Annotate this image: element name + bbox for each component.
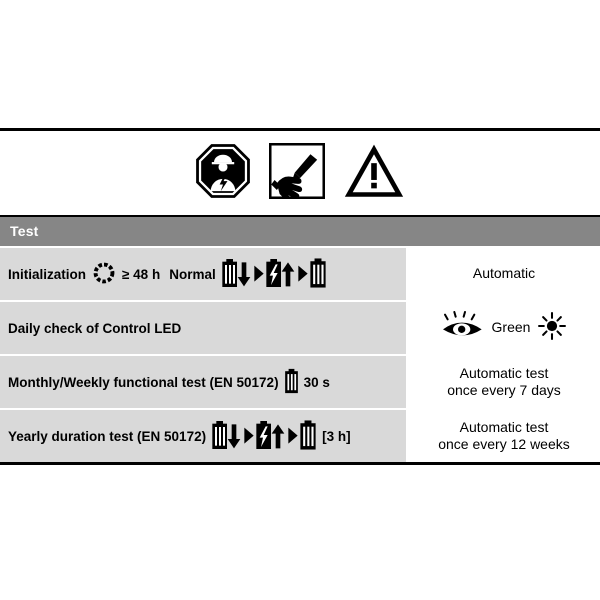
battery-full-icon xyxy=(299,418,317,455)
row-result-monthly-weekly xyxy=(406,356,600,408)
daily-check-label: Daily check of Control LED xyxy=(8,320,182,336)
battery-full-icon xyxy=(309,256,327,293)
table-row xyxy=(0,356,600,410)
initialization-duration: ≥ 48 h xyxy=(122,266,161,282)
warning-triangle-icon xyxy=(343,143,405,204)
row-result-daily-check xyxy=(406,302,600,354)
result-line-1: Automatic test xyxy=(459,418,549,435)
battery-small-icon xyxy=(284,367,299,398)
row-result-initialization: Automatic xyxy=(406,248,600,300)
row-label-monthly-weekly xyxy=(0,356,406,408)
table-row xyxy=(0,302,600,356)
result-line-2: once every 7 days xyxy=(447,382,561,398)
daily-check-result-label: Green xyxy=(491,319,531,336)
eye-icon xyxy=(441,311,485,346)
row-result-yearly-duration xyxy=(406,410,600,462)
battery-discharge-icon xyxy=(211,418,255,455)
battery-discharge-icon xyxy=(221,256,265,293)
sun-icon xyxy=(537,311,567,346)
emergency-lighting-test-table xyxy=(0,128,600,465)
initialization-mode: Normal xyxy=(169,266,216,282)
table-row xyxy=(0,410,600,462)
battery-charge-icon xyxy=(265,256,309,293)
row-label-daily-check xyxy=(0,302,406,354)
result-line-2: once every 12 weeks xyxy=(438,436,570,452)
row-label-initialization xyxy=(0,248,406,300)
result-line-1: Automatic test xyxy=(459,364,549,381)
yearly-duration-value: [3 h] xyxy=(322,428,351,444)
battery-charge-icon xyxy=(255,418,299,455)
row-label-yearly-duration xyxy=(0,410,406,462)
initialization-label: Initialization xyxy=(8,266,87,282)
qualified-electrician-icon xyxy=(195,143,251,204)
monthly-weekly-label: Monthly/Weekly functional test (EN 50172) xyxy=(8,374,279,390)
yearly-duration-label: Yearly duration test (EN 50172) xyxy=(8,428,207,444)
battery-ring-icon xyxy=(91,260,117,289)
table-title-bar: Test xyxy=(0,217,600,248)
hand-installation-icon xyxy=(269,143,325,204)
pictogram-row xyxy=(0,131,600,217)
table-row xyxy=(0,248,600,302)
monthly-weekly-duration: 30 s xyxy=(303,374,330,390)
